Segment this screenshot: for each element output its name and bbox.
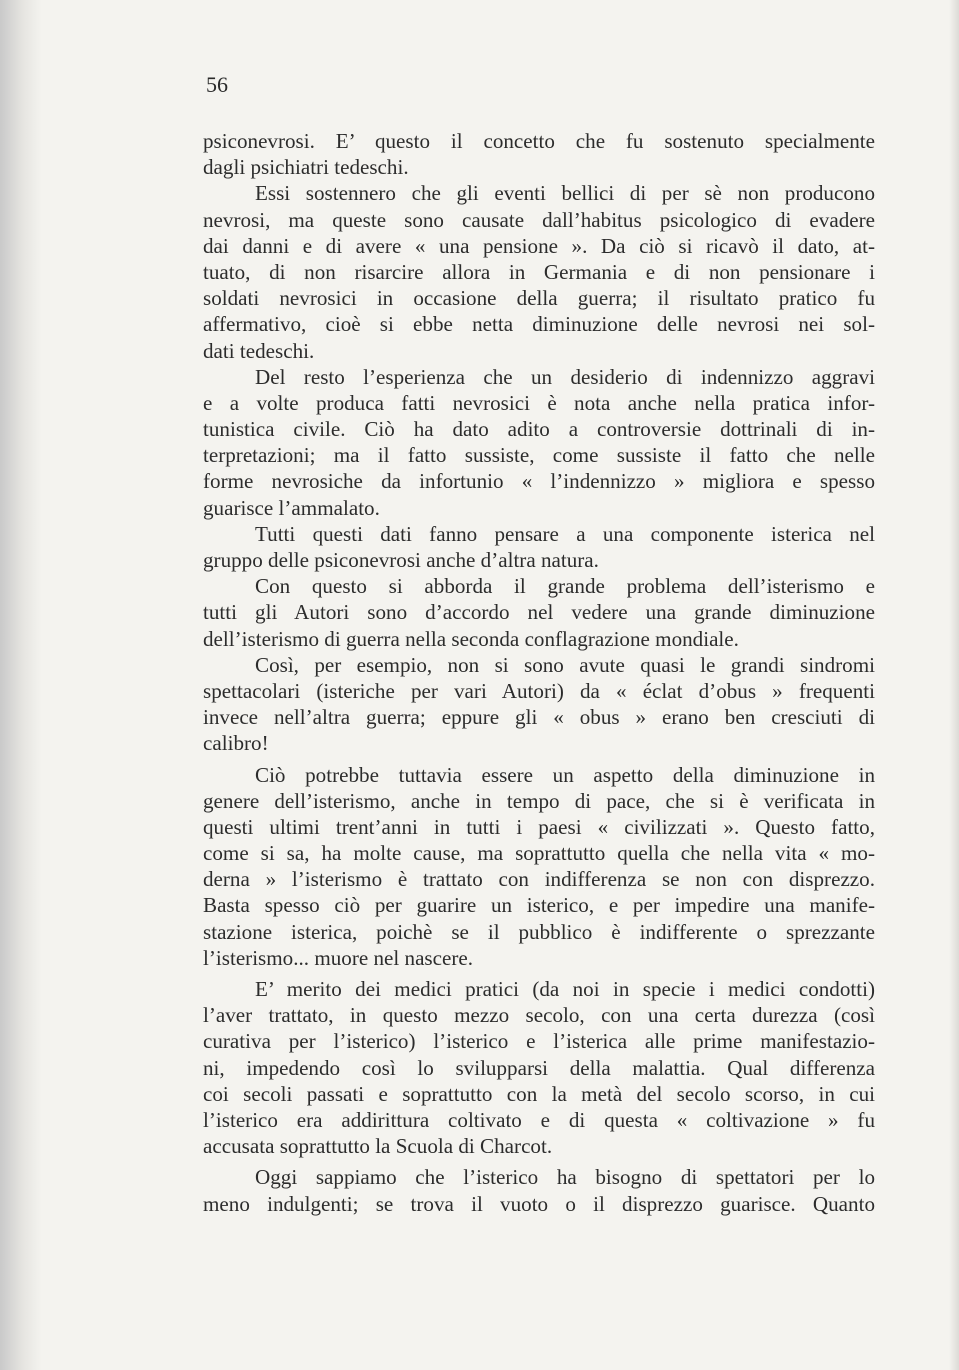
text-line: Con questo si abborda il grande problema dell’isterismo e xyxy=(255,574,875,599)
text-line: calibro! xyxy=(203,731,269,756)
text-line: Tutti questi dati fanno pensare a una componente isterica nel xyxy=(255,521,875,546)
text-line: Oggi sappiamo che l’isterico ha bisogno di spettatori per lo xyxy=(255,1165,875,1190)
text-line: tuato, di non risarcire allora in Germania e di non pensionare i xyxy=(203,259,875,284)
text-line: questi ultimi trent’anni in tutti i paesi « civilizzati ». Questo fatto, xyxy=(203,814,875,839)
text-line: tutti gli Autori sono d’accordo nel vedere una grande diminuzione xyxy=(203,600,875,625)
text-line: guarisce l’ammalato. xyxy=(203,495,380,520)
text-line: dati tedeschi. xyxy=(203,338,315,363)
text-line: derna » l’isterismo è trattato con indifferenza se non con disprezzo. xyxy=(203,867,875,892)
text-line: tunistica civile. Ciò ha dato adito a controversie dottrinali di in- xyxy=(203,417,875,442)
text-line: Basta spesso ciò per guarire un isterico, e per impedire una manife- xyxy=(203,893,875,918)
text-line: ni, impedendo così lo svilupparsi della malattia. Qual differenza xyxy=(203,1055,875,1080)
text-line: invece nell’altra guerra; eppure gli « obus » erano ben cresciuti di xyxy=(203,705,875,730)
text-line: forme nevrosiche da infortunio « l’indennizzo » migliora e spesso xyxy=(203,469,875,494)
text-line: Così, per esempio, non si sono avute quasi le grandi sindromi xyxy=(255,652,875,677)
text-line: stazione isterica, poichè se il pubblico è indifferente o sprezzante xyxy=(203,919,875,944)
text-line: dell’isterismo di guerra nella seconda conflagrazione mondiale. xyxy=(203,626,739,651)
text-line: accusata soprattutto la Scuola di Charcot. xyxy=(203,1134,553,1159)
text-line: soldati nevrosici in occasione della guerra; il risultato pratico fu xyxy=(203,286,875,311)
page-number: 56 xyxy=(206,72,228,97)
text-line: psiconevrosi. E’ questo il concetto che fu sostenuto specialmente xyxy=(203,129,875,153)
text-line: Ciò potrebbe tuttavia essere un aspetto della diminuzione in xyxy=(255,762,875,787)
text-line: Del resto l’esperienza che un desiderio di indennizzo aggravi xyxy=(255,364,875,389)
body-text xyxy=(203,128,875,1217)
text-line: affermativo, cioè si ebbe netta diminuzione delle nevrosi nei sol- xyxy=(203,312,875,337)
text-line: terpretazioni; ma il fatto sussiste, come sussiste il fatto che nelle xyxy=(203,443,875,468)
text-line: dai danni e di avere « una pensione ». Da ciò si ricavò il dato, at- xyxy=(203,233,875,258)
text-line: coi secoli passati e soprattutto con la metà del secolo scorso, in cui xyxy=(203,1081,875,1106)
text-line: gruppo delle psiconevrosi anche d’altra natura. xyxy=(203,548,599,572)
text-line: l’aver trattato, in questo mezzo secolo, con una certa durezza (così xyxy=(203,1003,875,1028)
text-line: e a volte produca fatti nevrosici è nota anche nella pratica infor- xyxy=(203,390,875,415)
text-line: l’isterico era addirittura coltivato e di questa « coltivazione » fu xyxy=(203,1107,875,1132)
text-line: curativa per l’isterico) l’isterico e l’isterica alle prime manifestazio- xyxy=(203,1029,875,1054)
text-line: spettacolari (isteriche per vari Autori) da « éclat d’obus » frequenti xyxy=(203,678,875,703)
text-line: genere dell’isterismo, anche in tempo di pace, che si è verificata in xyxy=(203,788,875,813)
text-line: l’isterismo... muore nel nascere. xyxy=(203,945,474,970)
text-line: come si sa, ha molte cause, ma soprattutto quella che nella vita « mo- xyxy=(203,841,875,866)
text-line: Essi sostennero che gli eventi bellici di per sè non producono xyxy=(255,181,875,206)
text-line: E’ merito dei medici pratici (da noi in specie i medici condotti) xyxy=(255,977,875,1001)
binding-shadow xyxy=(0,0,42,1370)
text-line: meno indulgenti; se trova il vuoto o il disprezzo guarisce. Quanto xyxy=(203,1191,875,1216)
text-line: nevrosi, ma queste sono causate dall’habitus psicologico di evadere xyxy=(203,207,875,232)
text-line: dagli psichiatri tedeschi. xyxy=(203,155,409,180)
edge-shadow xyxy=(949,0,959,1370)
